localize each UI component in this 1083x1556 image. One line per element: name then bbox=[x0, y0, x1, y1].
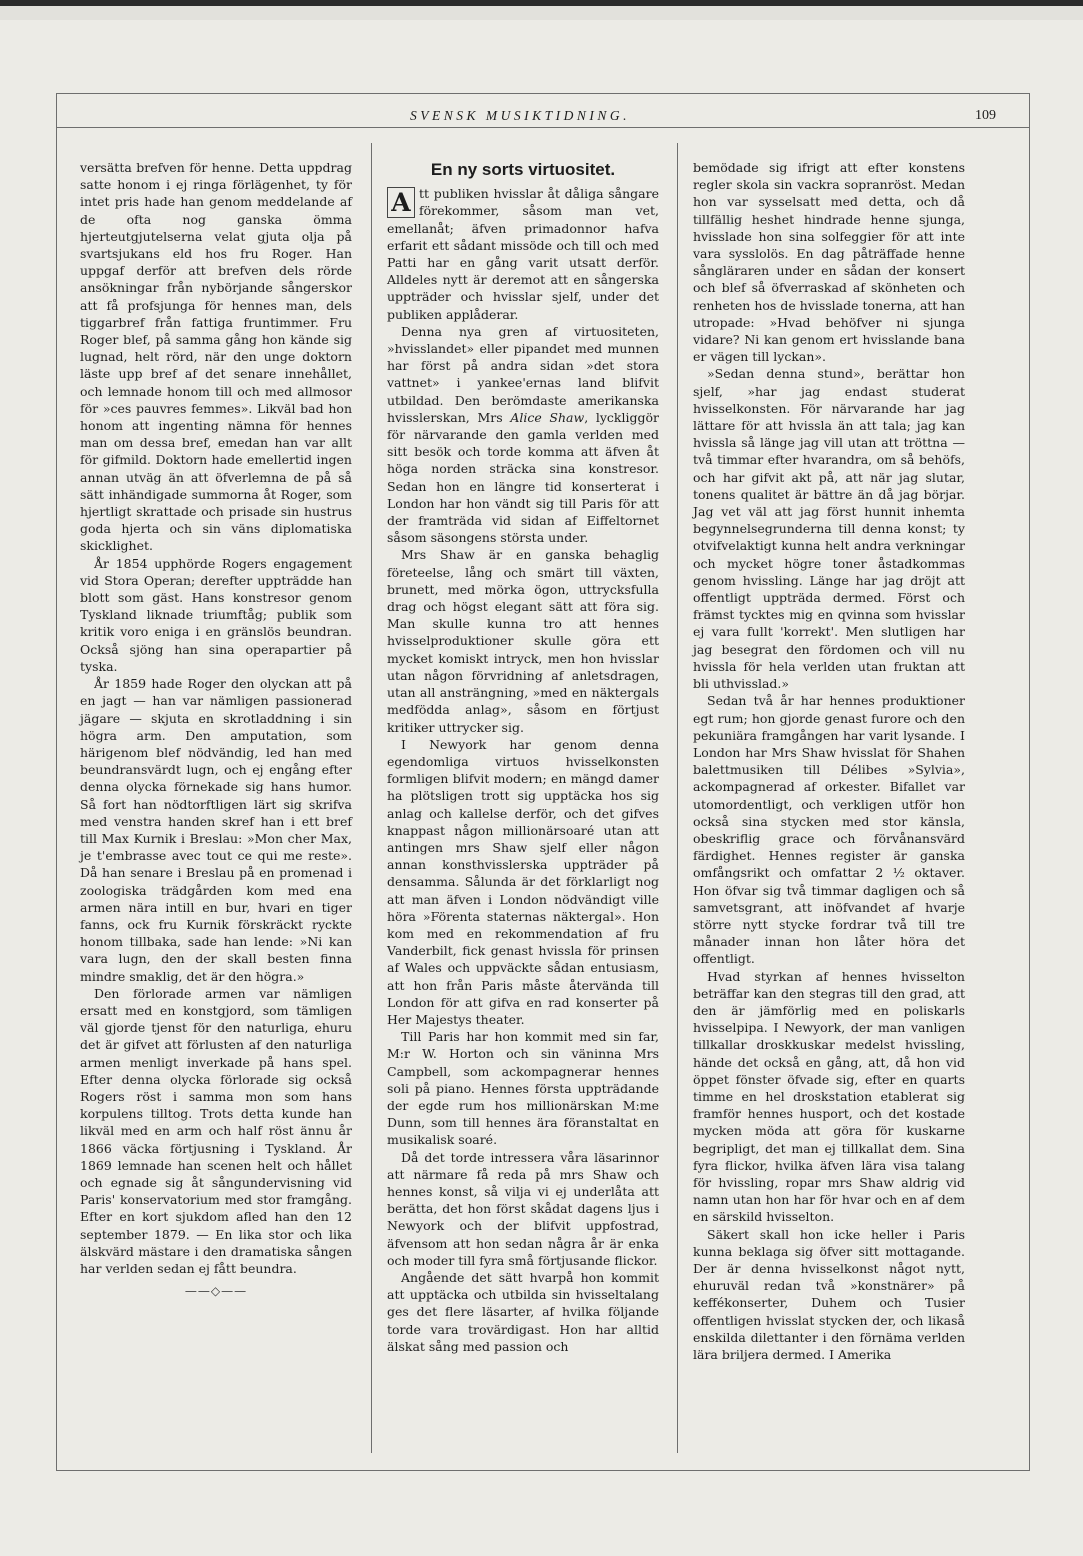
paragraph: År 1859 hade Roger den olyckan att på en jagt — han var nämligen passionerad jägare — skjuta en skrotladdning i sin högra arm. Den amputation, som härigenom blef nödvändig, led han med beundransvärdt lugn, och ej engång efter denna olycka förnekade sig hans humor. Så fort han nödtorftligen lärt sig skrifva med venstra handen skref han i ett bref till Max Kurnik i Breslau: »Mon cher Max, je t'embrasse avec tout ce qui me reste». Då han senare i Breslau på en promenad i zoologiska trädgården kom med ena armen nära intill en bur, hvari en tiger fanns, ock fru Kurnik förskräckt ryckte honom tillbaka, sade han lende: »Ni kan vara lugn, den der skall besten finna mindre smaklig, det är den högra.» bbox=[80, 676, 352, 984]
paragraph: Mrs Shaw är en ganska behaglig företeelse, lång och smärt till växten, brunett, med mörka ögon, uttrycksfulla drag och högst elegant sätt att föra sig. Man skulle kunna tro att hennes hvisselproduktioner skulle göra ett mycket komiskt intryck, men hon hvisslar utan någon förvridning af anletsdragen, utan all ansträngning, »med en näktergals medfödda anlag», såsom en förtjust kritiker uttrycker sig. bbox=[387, 547, 659, 735]
section-end-flourish: ——◇—— bbox=[184, 1284, 248, 1299]
column-1 bbox=[80, 159, 352, 1300]
paragraph bbox=[387, 323, 659, 547]
opening-text: tt publiken hvisslar åt dåliga sångare förekommer, såsom man vet, emellanåt; äfven primadonnor hafva erfarit ett sådant missöde och till och med Patti har en gång varit utsatt derför. Alldeles nytt är deremot att en sångerska uppträder och hvisslar sjelf, under det publiken applåderar. bbox=[387, 186, 659, 322]
opening-paragraph bbox=[387, 185, 659, 323]
running-head: SVENSK MUSIKTIDNING. bbox=[409, 108, 630, 123]
paragraph: År 1854 upphörde Rogers engagement vid Stora Operan; derefter uppträdde han blott som gäst. Hans konstresor genom Tyskland liknade triumftåg; publik som kritik voro eniga i en gränslös beundran. Också sjöng han sina operapartier på tyska. bbox=[80, 555, 352, 674]
column-divider-2 bbox=[677, 143, 678, 1453]
column-divider-1 bbox=[371, 143, 372, 1453]
paragraph: Hvad styrkan af hennes hvisselton beträffar kan den stegras till den grad, att den är jämförlig med en poliskarls hvisselpipa. I Newyork, der man vanligen tillkallar droskkuskar medelst hvissling, hände det också en gång, att, då hon vid öppet fönster öfvade sig, efter en quarts timme en hel droskstation etablerat sig framför hennes husport, och det kostade mycken möda att göra för kuskarne begripligt, det man ej tillkallat dem. Sina fyra flickor, hvilka äfven lära visa talang för hvissling, ropar mrs Shaw aldrig vid namn utan hon har för hvar och en af dem en särskild hvisselton. bbox=[693, 968, 965, 1225]
paragraph-text: Denna nya gren af virtuositeten, »hvisslandet» eller pipandet med munnen har först på andra sidan »det stora vattnet» i yankee'ernas land blifvit utbildad. Den berömdaste amerikanska hvisslerskan, Mrs bbox=[387, 323, 659, 425]
article-title: En ny sorts virtuositet. bbox=[430, 160, 616, 179]
paragraph: I Newyork har genom denna egendomliga virtuos hvisselkonsten formligen blifvit modern; en mängd damer ha plötsligen trott sig upptäcka hos sig anlag och kallelse derför, och det gifves knappast någon millionärsoaré utan att antingen mrs Shaw sjelf eller någon annan konsthvisslerska uppträder på densamma. Sålunda är det förklarligt nog att man äfven i London nödvändigt ville höra »Förenta staternas näktergal». Hon kom med en rekommendation af fru Vanderbilt, fick genast hvissla för prinsen af Wales och uppväckte sådan entusiasm, att hon från Paris måste återvända till London för att gifva en rad konserter på Her Majestys theater. bbox=[387, 736, 659, 1027]
paragraph: Sedan två år har hennes produktioner egt rum; hon gjorde genast furore och den pekuniära framgången har varit lysande. I London har Mrs Shaw hvisslat för Shahen balettmusiken till Délibes »Sylvia», ackompagnerad af orkester. Bifallet var utomordentligt, och verkligen utför hon också sina stycken med stor känsla, obeskriflig grace och förvånansvärd färdighet. Hennes register är ganska omfångsrikt och omfattar 2 ½ oktaver. Hon öfvar sig två timmar dagligen och så samvetsgrant, att inöfvandet af hvarje större nytt stycke fordrar två till tre månader innan hon låter höra det offentligt. bbox=[693, 693, 965, 967]
column-2 bbox=[387, 158, 659, 1355]
paragraph: »Sedan denna stund», berättar hon sjelf, »har jag endast studerat hvisselkonsten. För närvarande har jag lättare för att hvissla än att tala; jag kan hvissla så länge jag vill utan att tröttna — två timmar efter hvarandra, om så behöfs, och har gifvit akt på, att när jag slutar, tonens qualitet är bättre än då jag börjar. Jag vet väl att jag först hunnit inhemta begynnelsegrunderna till denna konst; ty otvifvelaktigt kunna helt andra verkningar och mycket högre toner åstadkommas genom hvissling. Länge har jag dröjt att offentligt uppträda dermed. Först och främst tycktes mig en qvinna som hvisslar ej vara fullt 'korrekt'. Men slutligen har jag besegrat den fördomen och vill nu hvissla för hela verlden utan fruktan att bli uthvisslad.» bbox=[693, 366, 965, 692]
person-name: Alice Shaw bbox=[510, 409, 585, 425]
drop-cap: A bbox=[387, 187, 415, 218]
paragraph: Angående det sätt hvarpå hon kommit att upptäcka och utbilda sin hvisseltalang ges det flere läsarter, af hvilka följande torde vara trovärdigast. Hon har alltid älskat sång med passion och bbox=[387, 1270, 659, 1354]
paragraph: bemödade sig ifrigt att efter konstens regler skola sin vackra sopranröst. Medan hon var sysselsatt med detta, och då tillfällig heshet hindrade henne sjunga, hvisslade hon sina solfeggier för att inte vara sysslolös. En dag påträffade henne sångläraren under en sådan der konsert och blef så öfverraskad af skönheten och renheten hos de hvisslade tonerna, att han utropade: »Hvad behöfver ni sjunga vidare? Ni kan genom ert hvisslande bana er vägen till lyckan». bbox=[693, 160, 965, 365]
paragraph: Den förlorade armen var nämligen ersatt med en konstgjord, som tämligen väl gjorde tjenst för den naturliga, ehuru det är gifvet att förlusten af den naturliga armen menligt inverkade på hans spel. Efter denna olycka förlorade sig också Rogers röst i samma mon som hans korpulens tilltog. Trots detta kunde han likväl med en arm och half röst ännu år 1866 väcka förtjusning i Tyskland. År 1869 lemnade han scenen helt och hållet och egnade sig åt sångundervisning vid Paris' konservatorium med stor framgång. Efter en kort sjukdom afled han den 12 september 1879. — En lika stor och lika älskvärd mästare i den dramatiska sången har verlden sedan ej fått beundra. bbox=[80, 985, 352, 1276]
paragraph: Säkert skall hon icke heller i Paris kunna beklaga sig öfver sitt mottagande. Der är denna hvisselkonst något nytt, ehuruväl redan två »konstnärer» på keffékonserter, Duhem och Tusier offentligen hvisslat stycken der, och likaså enskilda dilettanter i den förnäma verlden lära briljera dermed. I Amerika bbox=[693, 1226, 965, 1363]
paragraph: Till Paris har hon kommit med sin far, M:r W. Horton och sin väninna Mrs Campbell, som ackompagnerar hennes soli på piano. Hennes första uppträdande der egde rum hos millionärskan M:me Dunn, som till hennes ära föranstaltat en musikalisk soaré. bbox=[387, 1029, 659, 1148]
scan-top-shade bbox=[0, 6, 1083, 20]
paragraph: Då det torde intressera våra läsarinnor att närmare få reda på mrs Shaw och hennes konst, så vilja vi ej underlåta att berätta, det hon först skådat dagens ljus i Newyork och der blifvit uppfostrad, äfvensom att hon sedan några år är enka och moder till fyra små förtjusande flickor. bbox=[387, 1149, 659, 1268]
header-rule bbox=[56, 127, 1030, 128]
page-number: 109 bbox=[975, 108, 996, 123]
column-3 bbox=[693, 159, 965, 1363]
paragraph: versätta brefven för henne. Detta uppdrag satte honom i ej ringa förlägenhet, ty för intet pris hade han genom meddelande af de ofta nog ganska ömma hjerteutgjutelserna velat gjuta olja på svartsjukans eld hos fru Roger. Han uppgaf derför att brefven dels rörde ansökningar från nybörjande sångerskor att få profsjunga för hennes man, dels tiggarbref från fattiga fruntimmer. Fru Roger blef, på samma gång hon kände sig lugnad, helt rörd, när den unge doktorn läste upp bref af det senare innehållet, och lemnade honom till och med allmosor för »ces pauvres femmes». Likväl bad hon honom att ingenting nämna för hennes man om dessa bref, emedan han var allt för gifmild. Doktorn hade emellertid ingen annan utväg än att öfverlemna de på så sätt inhändigade summorna åt Roger, som hjertligt skrattade och prisade sin hustrus goda hjerta och sin väns diplomatiska skicklighet. bbox=[80, 160, 352, 554]
paragraph-text: , lyckliggör för närvarande den gamla verlden med sitt besök och torde komma att äfven åt höga norden sträcka sina konstresor. Sedan hon en längre tid konserterat i London har hon vändt sig till Paris för att der framträda vid sidan af Eiffeltornet såsom säsongens största under. bbox=[387, 409, 659, 546]
